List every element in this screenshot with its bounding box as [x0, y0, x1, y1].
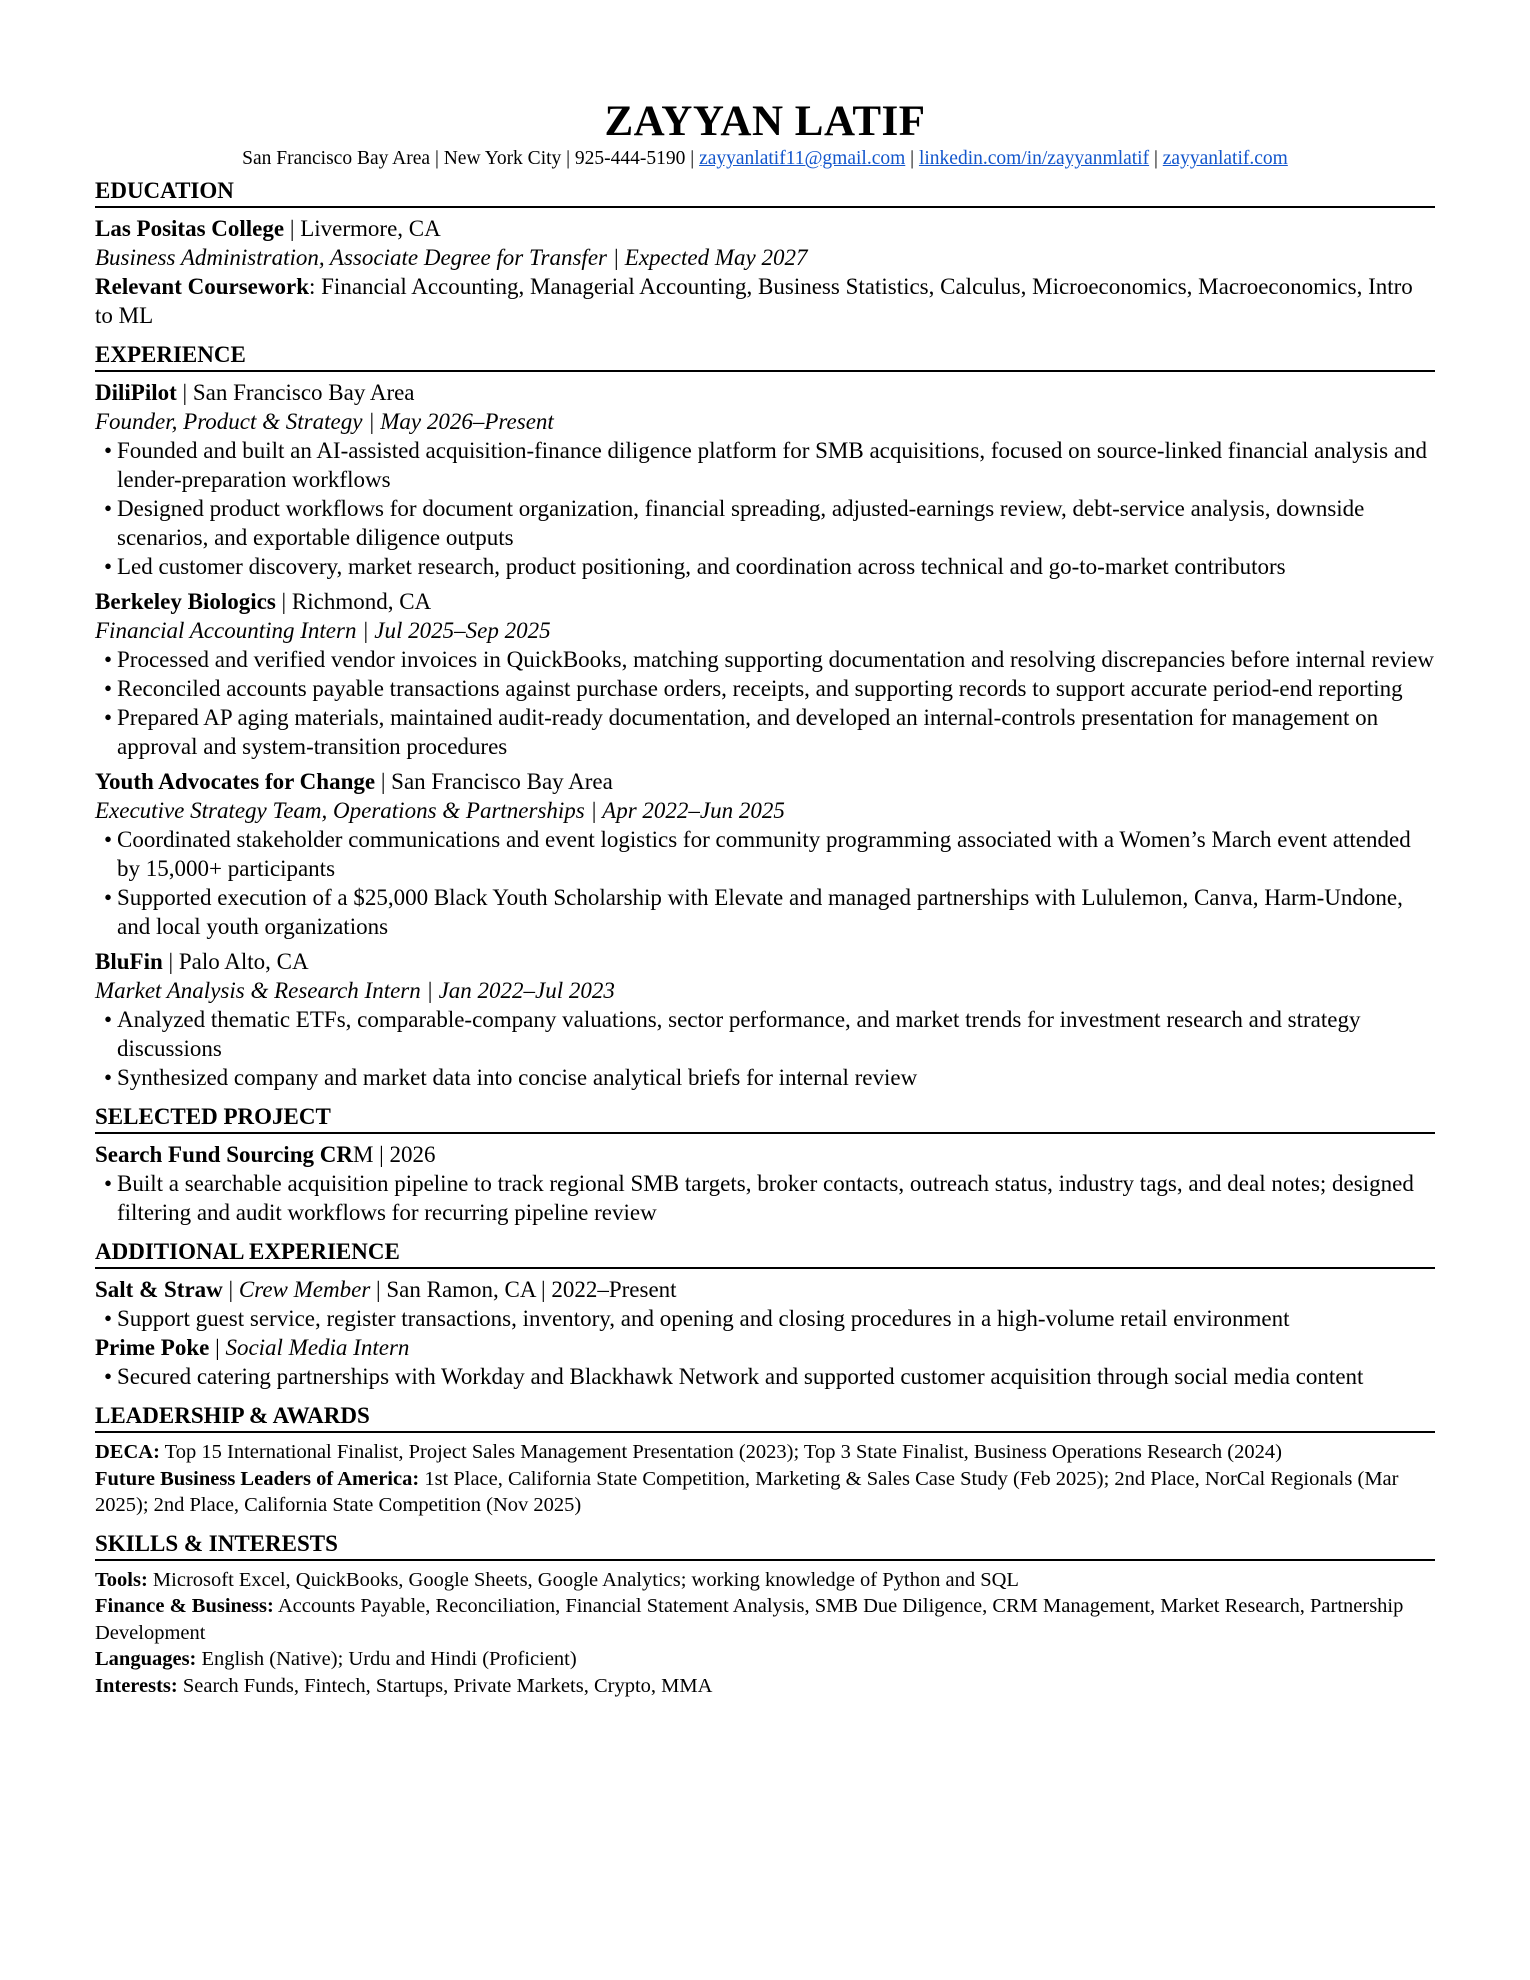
job-role: Financial Accounting Intern | Jul 2025–Sep 2025 — [95, 618, 551, 643]
bullet-item: • Analyzed thematic ETFs, comparable-company valuations, sector performance, and market trends for investment research and strategy discussions — [104, 1007, 1361, 1061]
leadership-section — [95, 1401, 1435, 1519]
skill-text: Search Funds, Fintech, Startups, Private Markets, Crypto, MMA — [177, 1674, 713, 1697]
job-org: Youth Advocates for Change — [95, 769, 376, 794]
skill-text: Accounts Payable, Reconciliation, Financial Statement Analysis, SMB Due Diligence, CRM Management, Market Research, Partnership Development — [95, 1595, 1404, 1644]
section-title: EXPERIENCE — [95, 340, 1435, 372]
bullet-item: • Founded and built an AI-assisted acquisition-finance diligence platform for SMB acquisitions, focused on source-linked financial analysis and lender-preparation workflows — [104, 438, 1428, 492]
bullet-text: Support guest service, register transactions, inventory, and opening and closing procedures in a high-volume retail environment — [117, 1306, 1290, 1331]
skill-item — [95, 1567, 1435, 1594]
job-bullets — [95, 436, 1435, 581]
bullet-text: Supported execution of a $25,000 Black Youth Scholarship with Elevate and managed partnerships with Lululemon, Canva, Harm-Undone, and local youth organizations — [117, 885, 1403, 939]
coursework-text: : Financial Accounting, Managerial Accounting, Business Statistics, Calculus, Microeconomics, Macroeconomics, Intro to ML — [95, 274, 1413, 328]
job-org: Prime Poke — [95, 1335, 210, 1360]
job-org: DiliPilot — [95, 380, 177, 405]
job-entry-blufin — [95, 947, 1435, 1092]
resume-content — [95, 176, 1435, 1699]
bullet-item: • Built a searchable acquisition pipeline to track regional SMB targets, broker contacts, outreach status, industry tags, and deal notes; designed filtering and audit workflows for recurring pipeline review — [104, 1171, 1414, 1225]
job-bullets — [95, 1304, 1435, 1333]
job-role: Social Media Intern — [225, 1335, 410, 1360]
school-location: | Livermore, CA — [284, 216, 441, 241]
bullet-text: Analyzed thematic ETFs, comparable-company valuations, sector performance, and market trends for investment research and strategy discussions — [117, 1007, 1361, 1061]
job-entry-dilipilot — [95, 378, 1435, 581]
contact-separator: | — [1153, 148, 1158, 169]
bullet-text: Processed and verified vendor invoices in QuickBooks, matching supporting documentation and resolving discrepancies before internal review — [117, 647, 1435, 672]
job-location: | San Francisco Bay Area — [375, 769, 613, 794]
job-entry-youth-advocates — [95, 767, 1435, 941]
coursework-label: Relevant Coursework — [95, 274, 309, 299]
bullet-item: • Support guest service, register transactions, inventory, and opening and closing procedures in a high-volume retail environment — [104, 1306, 1290, 1331]
email-link[interactable]: zayyanlatif11@gmail.com — [699, 148, 906, 169]
bullet-item: • Reconciled accounts payable transactions against purchase orders, receipts, and supporting records to support accurate period-end reporting — [104, 676, 1403, 701]
contact-location-phone: San Francisco Bay Area | New York City | 925-444-5190 | — [242, 148, 695, 169]
job-org: Salt & Straw — [95, 1277, 223, 1302]
coursework-line — [95, 272, 1435, 330]
job-separator: | — [209, 1335, 226, 1360]
award-text: Top 15 International Finalist, Project Sales Management Presentation (2023); Top 3 State Finalist, Business Operations Research (2024) — [159, 1441, 1282, 1463]
bullet-item: • Processed and verified vendor invoices in QuickBooks, matching supporting documentation and resolving discrepancies before internal review — [104, 647, 1435, 672]
skills-section — [95, 1529, 1435, 1700]
bullet-text: Reconciled accounts payable transactions against purchase orders, receipts, and supporting records to support accurate period-end reporting — [117, 676, 1403, 701]
award-item — [95, 1439, 1435, 1466]
section-title: SELECTED PROJECT — [95, 1102, 1435, 1134]
bullet-item: • Prepared AP aging materials, maintained audit-ready documentation, and developed an internal-controls presentation for management on approval and system-transition procedures — [104, 705, 1379, 759]
skill-item — [95, 1646, 1435, 1673]
job-role: Founder, Product & Strategy | May 2026–Present — [95, 409, 554, 434]
skill-label: Languages: — [95, 1648, 197, 1670]
skill-label: Tools: — [95, 1568, 148, 1591]
experience-section — [95, 340, 1435, 1092]
project-year: M | 2026 — [352, 1142, 436, 1167]
job-bullets — [95, 825, 1435, 941]
skill-item — [95, 1593, 1435, 1646]
school-line — [95, 214, 1435, 243]
additional-experience-section — [95, 1237, 1435, 1391]
bullet-text: Synthesized company and market data into concise analytical briefs for internal review — [117, 1065, 918, 1090]
job-entry-berkeley-biologics — [95, 587, 1435, 761]
bullet-text: Designed product workflows for document organization, financial spreading, adjusted-earnings review, debt-service analysis, downside scenarios, and exportable diligence outputs — [117, 496, 1365, 550]
skill-text: Microsoft Excel, QuickBooks, Google Sheets, Google Analytics; working knowledge of Python and SQL — [147, 1568, 1019, 1591]
job-separator: | — [222, 1277, 239, 1302]
section-title: SKILLS & INTERESTS — [95, 1529, 1435, 1561]
bullet-text: Secured catering partnerships with Workday and Blackhawk Network and supported customer acquisition through social media content — [117, 1364, 1364, 1389]
job-org-line — [95, 587, 1435, 616]
skill-label: Finance & Business: — [95, 1595, 274, 1617]
bullet-item: • Supported execution of a $25,000 Black Youth Scholarship with Elevate and managed partnerships with Lululemon, Canva, Harm-Undone, and local youth organizations — [104, 885, 1403, 939]
bullet-text: Coordinated stakeholder communications and event logistics for community programming associated with a Women’s March event attended by 15,000+ participants — [117, 827, 1411, 881]
award-label: DECA: — [95, 1441, 160, 1463]
job-org: Berkeley Biologics — [95, 589, 276, 614]
job-org: BluFin — [95, 949, 163, 974]
school-name: Las Positas College — [95, 216, 285, 241]
skill-label: Interests: — [95, 1674, 178, 1697]
job-org-line — [95, 1275, 1435, 1304]
job-org-line — [95, 767, 1435, 796]
project-bullets — [95, 1169, 1435, 1227]
job-details: | San Ramon, CA | 2022–Present — [370, 1277, 677, 1302]
job-location: | Palo Alto, CA — [162, 949, 309, 974]
contact-separator: | — [910, 148, 915, 169]
job-role: Executive Strategy Team, Operations & Partnerships | Apr 2022–Jun 2025 — [95, 798, 785, 823]
education-section — [95, 176, 1435, 330]
job-org-line — [95, 947, 1435, 976]
bullet-item: • Synthesized company and market data into concise analytical briefs for internal review — [104, 1065, 918, 1090]
bullet-text: Prepared AP aging materials, maintained audit-ready documentation, and developed an internal-controls presentation for management on approval and system-transition procedures — [117, 705, 1379, 759]
job-role: Market Analysis & Research Intern | Jan 2022–Jul 2023 — [95, 978, 615, 1003]
job-org-line — [95, 378, 1435, 407]
job-bullets — [95, 1005, 1435, 1092]
award-label: Future Business Leaders of America: — [95, 1467, 420, 1490]
section-title: ADDITIONAL EXPERIENCE — [95, 1237, 1435, 1269]
award-text: 1st Place, California State Competition, Marketing & Sales Case Study (Feb 2025); 2nd Place, NorCal Regionals (Mar 2025); 2nd Place, California State Competition (Nov 2025) — [95, 1467, 1399, 1516]
award-item — [95, 1466, 1435, 1519]
job-bullets — [95, 645, 1435, 761]
job-location: | San Francisco Bay Area — [176, 380, 415, 405]
bullet-item: • Led customer discovery, market research, product positioning, and coordination across technical and go-to-market contributors — [104, 554, 1286, 579]
skill-item — [95, 1673, 1435, 1700]
bullet-item: • Coordinated stakeholder communications and event logistics for community programming associated with a Women’s March event attended by 15,000+ participants — [104, 827, 1411, 881]
job-location: | Richmond, CA — [275, 589, 432, 614]
bullet-text: Led customer discovery, market research, product positioning, and coordination across technical and go-to-market contributors — [117, 554, 1286, 579]
job-bullets — [95, 1362, 1435, 1391]
candidate-name: ZAYYAN LATIF — [604, 98, 926, 145]
bullet-item: • Designed product workflows for document organization, financial spreading, adjusted-earnings review, debt-service analysis, downside scenarios, and exportable diligence outputs — [104, 496, 1365, 550]
project-name: Search Fund Sourcing CR — [95, 1142, 353, 1167]
project-name-line — [95, 1140, 1435, 1169]
bullet-item: • Secured catering partnerships with Workday and Blackhawk Network and supported customer acquisition through social media content — [104, 1364, 1364, 1389]
job-org-line — [95, 1333, 1435, 1362]
bullet-text: Founded and built an AI-assisted acquisition-finance diligence platform for SMB acquisitions, focused on source-linked financial analysis and lender-preparation workflows — [117, 438, 1428, 492]
degree-line: Business Administration, Associate Degree for Transfer | Expected May 2027 — [95, 245, 808, 270]
linkedin-link[interactable]: linkedin.com/in/zayyanmlatif — [918, 148, 1150, 169]
job-role: Crew Member — [238, 1277, 371, 1302]
project-section — [95, 1102, 1435, 1227]
website-link[interactable]: zayyanlatif.com — [1162, 148, 1288, 169]
section-title: LEADERSHIP & AWARDS — [95, 1401, 1435, 1433]
bullet-text: Built a searchable acquisition pipeline to track regional SMB targets, broker contacts, outreach status, industry tags, and deal notes; designed filtering and audit workflows for recurring pipeline review — [117, 1171, 1414, 1225]
section-title: EDUCATION — [95, 176, 1435, 208]
skill-text: English (Native); Urdu and Hindi (Proficient) — [196, 1648, 577, 1670]
contact-line — [0, 146, 1530, 172]
